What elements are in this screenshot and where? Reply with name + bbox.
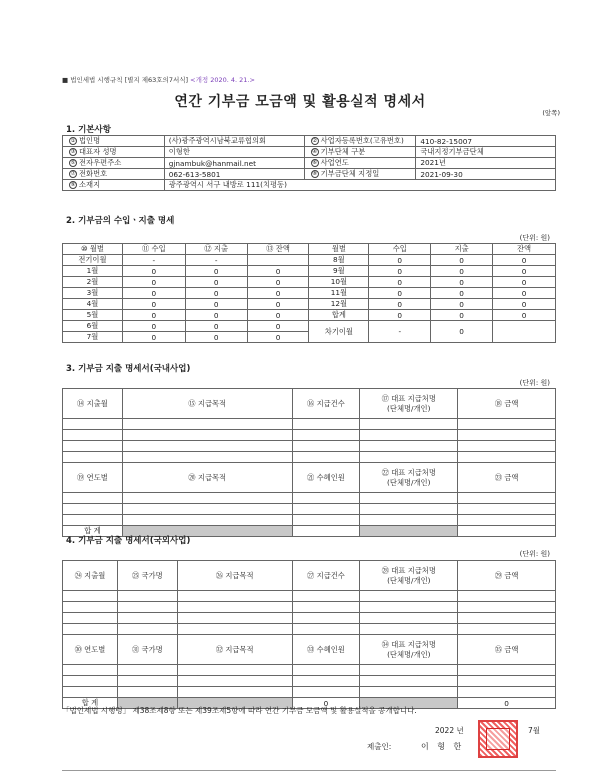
monthly-cell: 0 [122,299,185,310]
expense-cell [117,624,177,635]
expense-cell [63,687,118,698]
expense-cell [458,602,556,613]
section-basic-title: 1. 기본사항 [66,125,111,135]
monthly-cell: 0 [493,277,556,288]
expense-header-cell [177,635,292,665]
header-line: ㉗ 지급건수 [307,570,345,580]
monthly-cell: 0 [247,321,309,332]
expense-cell [63,624,118,635]
expense-row [63,441,556,452]
expense-header-cell [458,463,556,493]
basic-row [63,147,556,158]
label-text: 전화번호 [79,169,108,178]
monthly-cell: 9월 [309,266,369,277]
law-reference: ■ 법인세법 시행규칙 [별지 제63호의7서식] <개정 2020. 4. 21.> [62,76,255,84]
expense-header-cell [458,635,556,665]
expense-row [63,624,556,635]
header-line: ㉚ 연도별 [74,644,106,654]
expense-cell [360,441,458,452]
expense-cell [458,687,556,698]
label-text: 사업연도 [320,158,349,167]
monthly-header-cell: 잔액 [493,244,556,255]
expense-row [63,602,556,613]
basic-value: (사)광주광역시남북교류협의회 [164,136,304,147]
submission-month: 7월 [528,726,541,735]
expense-cell [292,687,360,698]
expense-header-cell [360,561,458,591]
foreign-yearly-table [62,634,556,709]
carry-label: 차기이월 [309,321,369,343]
section-monthly-title: 2. 기부금의 수입ㆍ지출 명세 [66,216,175,226]
expense-cell [122,441,292,452]
label-text: 기부단체 구분 [320,147,366,156]
section-foreign-title: 4. 기부금 지출 명세서(국외사업) [66,536,191,546]
monthly-cell: 0 [493,255,556,266]
monthly-row [63,299,556,310]
monthly-cell: 0 [431,299,493,310]
label-text: 소재지 [79,180,101,189]
expense-cell [458,613,556,624]
expense-cell [360,591,458,602]
expense-row [63,676,556,687]
expense-row [63,452,556,463]
expense-cell [360,493,458,504]
expense-header-cell [117,561,177,591]
form-title: 연간 기부금 모금액 및 활용실적 명세서 [174,94,426,110]
monthly-row [63,310,556,321]
basic-row-address [63,180,556,191]
header-line: ⑲ 연도별 [77,472,108,482]
header-line: ㉙ 금액 [494,570,519,580]
monthly-cell: 0 [122,266,185,277]
expense-cell [63,602,118,613]
official-seal-stamp [478,720,518,758]
expense-cell [292,441,360,452]
expense-header-cell [63,635,118,665]
expense-header-cell [360,635,458,665]
expense-cell [177,665,292,676]
expense-cell [292,602,360,613]
carry-expense: 0 [431,321,493,343]
header-line: ㉓ 금액 [494,472,519,482]
expense-cell [458,430,556,441]
label-text: 사업자등록번호(고유번호) [320,136,404,145]
page-side-note: (앞쪽) [542,109,560,117]
monthly-cell: 0 [493,288,556,299]
expense-cell [122,419,292,430]
monthly-row [63,321,556,332]
monthly-cell: 0 [185,266,247,277]
monthly-cell: 전기이월 [63,255,123,266]
header-line: ㉝ 수혜인원 [307,644,345,654]
monthly-cell: 0 [122,310,185,321]
item-number: ⑥ [312,160,318,166]
total-label: 합 계 [63,526,123,537]
monthly-cell: 0 [431,310,493,321]
monthly-cell [247,255,309,266]
monthly-row [63,277,556,288]
expense-header-cell [458,561,556,591]
monthly-cell: 0 [247,310,309,321]
basic-value: 이형한 [164,147,304,158]
monthly-row [63,266,556,277]
expense-cell [360,687,458,698]
address-value: 광주광역시 서구 내방로 111(치평동) [164,180,555,191]
monthly-cell: 2월 [63,277,123,288]
monthly-cell: 0 [493,266,556,277]
expense-cell [117,687,177,698]
expense-cell [292,430,360,441]
label-text: 기부금단체 지정일 [320,169,380,178]
monthly-row [63,255,556,266]
header-line: ㉑ 수혜인원 [307,472,345,482]
basic-value: 410-82-15007 [416,136,556,147]
expense-header-cell [360,463,458,493]
submission-year: 2022 년 [435,726,464,735]
foreign-unit: (단위: 원) [519,550,550,558]
basic-label [63,169,165,180]
total-cell [458,526,556,537]
basic-value: 062-613-5801 [164,169,304,180]
domestic-unit: (단위: 원) [519,379,550,387]
basic-label [304,136,416,147]
total-label: 합 계 [63,698,118,709]
expense-header-cell [117,635,177,665]
expense-cell [122,515,292,526]
monthly-cell: 12월 [309,299,369,310]
monthly-cell: 0 [431,255,493,266]
monthly-cell: 0 [122,332,185,343]
disclosure-statement: 「법인세법 시행령」 제38조제8항 또는 제39조제5항에 따라 연간 기부금 모금액 및 활용실적을 공개합니다. [62,706,417,715]
basic-info-table [62,135,556,191]
expense-row [63,515,556,526]
expense-cell [360,665,458,676]
monthly-row [63,288,556,299]
expense-cell [458,452,556,463]
expense-header-cell [292,561,360,591]
monthly-cell: 0 [369,310,431,321]
expense-cell [458,504,556,515]
expense-cell [117,676,177,687]
domestic-monthly-table [62,388,556,463]
expense-cell [360,452,458,463]
section-domestic-title: 3. 기부금 지출 명세서(국내사업) [66,364,191,374]
monthly-cell: 0 [247,288,309,299]
item-number: ③ [70,149,76,155]
monthly-cell: 0 [122,277,185,288]
expense-cell [122,430,292,441]
expense-cell [292,419,360,430]
basic-label [63,136,165,147]
expense-cell [117,613,177,624]
monthly-cell: 0 [369,288,431,299]
expense-cell [63,441,123,452]
expense-cell [292,613,360,624]
basic-label [304,169,416,180]
expense-row [63,430,556,441]
monthly-cell: 0 [247,277,309,288]
seal-inner [486,728,510,750]
monthly-header-cell: ⑪ 수입 [122,244,185,255]
monthly-cell: 0 [122,321,185,332]
expense-row [63,665,556,676]
expense-cell [122,493,292,504]
expense-header-cell [122,463,292,493]
expense-row [63,493,556,504]
monthly-cell: 0 [369,277,431,288]
header-line: ㉒ 대표 지급처명 [381,467,436,477]
header-line: ㉜ 지급목적 [215,644,254,654]
monthly-cell: 0 [247,266,309,277]
expense-cell [458,624,556,635]
bottom-rule [62,770,556,771]
total-gray-cell [360,526,458,537]
expense-cell [360,504,458,515]
total-value: 0 [458,698,556,709]
header-line: ㉛ 국가명 [131,644,163,654]
expense-cell [360,613,458,624]
header-line: (단체명/개인) [387,403,431,413]
expense-cell [177,687,292,698]
item-number: ⑨ [70,182,76,188]
expense-cell [458,591,556,602]
expense-header-cell [292,463,360,493]
basic-label [63,180,165,191]
header-line: ⑳ 지급목적 [188,472,227,482]
monthly-unit: (단위: 원) [519,234,550,242]
expense-header-cell [458,389,556,419]
expense-cell [458,419,556,430]
expense-cell [292,515,360,526]
label-text: 대표자 성명 [79,147,117,156]
item-number: ② [312,138,318,144]
expense-cell [63,452,123,463]
total-value: 0 [292,698,360,709]
expense-header-cell [292,389,360,419]
basic-value: 2021년 [416,158,556,169]
monthly-cell: 0 [122,288,185,299]
expense-row [63,591,556,602]
basic-label [63,147,165,158]
expense-cell [117,602,177,613]
header-line: (단체명/개인) [387,575,431,585]
basic-row [63,158,556,169]
expense-cell [63,515,123,526]
expense-cell [177,602,292,613]
expense-header-row [63,635,556,665]
carry-balance [493,321,556,343]
basic-row [63,136,556,147]
expense-header-cell [360,389,458,419]
carry-income: - [369,321,431,343]
header-line: ⑮ 지급목적 [188,398,227,408]
expense-cell [360,430,458,441]
monthly-cell: 0 [431,288,493,299]
expense-header-cell [63,561,118,591]
item-number: ⑤ [70,160,76,166]
header-line: ⑭ 지출월 [77,398,108,408]
domestic-yearly-table [62,462,556,537]
expense-cell [292,624,360,635]
expense-cell [63,613,118,624]
expense-cell [292,493,360,504]
monthly-cell: 0 [185,299,247,310]
submitter-label: 제출인: [367,742,392,751]
monthly-cell: 0 [431,266,493,277]
expense-cell [292,452,360,463]
expense-cell [360,676,458,687]
monthly-cell: 0 [185,288,247,299]
monthly-cell: - [185,255,247,266]
monthly-header-cell: ⑩ 월별 [63,244,123,255]
monthly-cell: - [122,255,185,266]
monthly-cell: 1월 [63,266,123,277]
total-cell [292,526,360,537]
monthly-cell: 5월 [63,310,123,321]
monthly-cell: 0 [185,321,247,332]
label-text: 법인명 [79,136,101,145]
expense-cell [177,613,292,624]
expense-cell [63,493,123,504]
expense-cell [458,441,556,452]
item-number: ④ [312,149,318,155]
foreign-monthly-table [62,560,556,635]
item-number: ⑧ [312,171,318,177]
basic-value: gjnambuk@hanmail.net [164,158,304,169]
header-line: ㉔ 지출월 [74,570,106,580]
expense-cell [360,515,458,526]
expense-header-row [63,561,556,591]
header-line: ㉖ 지급목적 [215,570,254,580]
expense-cell [292,676,360,687]
monthly-header-cell: 지출 [431,244,493,255]
expense-row [63,504,556,515]
monthly-header-cell: 월별 [309,244,369,255]
header-line: ⑱ 금액 [494,398,519,408]
expense-cell [458,676,556,687]
expense-header-cell [63,389,123,419]
monthly-cell: 6월 [63,321,123,332]
basic-label [63,158,165,169]
expense-cell [458,665,556,676]
submitter-name: 이 형 한 [421,742,465,751]
basic-label [304,158,416,169]
expense-cell [458,515,556,526]
monthly-table [62,243,556,343]
monthly-header-row [63,244,556,255]
header-line: ㉕ 국가명 [131,570,163,580]
expense-cell [292,504,360,515]
expense-cell [360,419,458,430]
expense-header-cell [177,561,292,591]
basic-value: 국내지정기부금단체 [416,147,556,158]
expense-row [63,613,556,624]
header-line: ⑰ 대표 지급처명 [381,393,436,403]
monthly-cell: 0 [185,332,247,343]
monthly-cell: 0 [185,277,247,288]
label-text: 전자우편주소 [79,158,122,167]
monthly-cell: 0 [431,277,493,288]
header-line: ㉟ 금액 [494,644,519,654]
monthly-header-cell: ⑫ 지출 [185,244,247,255]
item-number: ① [70,138,76,144]
expense-cell [63,591,118,602]
expense-cell [292,665,360,676]
expense-header-row [63,463,556,493]
expense-cell [63,665,118,676]
expense-cell [63,419,123,430]
header-line: (단체명/개인) [387,649,431,659]
monthly-cell: 7월 [63,332,123,343]
monthly-cell: 0 [369,266,431,277]
expense-cell [122,504,292,515]
expense-cell [458,493,556,504]
monthly-cell: 0 [247,299,309,310]
monthly-header-cell: ⑬ 잔액 [247,244,309,255]
monthly-cell: 0 [493,310,556,321]
expense-cell [177,676,292,687]
monthly-cell: 11월 [309,288,369,299]
expense-cell [360,624,458,635]
expense-cell [292,591,360,602]
header-line: ㉘ 대표 지급처명 [381,565,436,575]
monthly-cell: 0 [493,299,556,310]
expense-cell [360,602,458,613]
expense-header-cell [122,389,292,419]
basic-row [63,169,556,180]
header-line: (단체명/개인) [387,477,431,487]
expense-cell [63,676,118,687]
basic-value: 2021-09-30 [416,169,556,180]
expense-row [63,687,556,698]
monthly-cell: 4월 [63,299,123,310]
monthly-cell: 0 [369,255,431,266]
expense-cell [63,430,123,441]
expense-cell [117,591,177,602]
monthly-cell: 합계 [309,310,369,321]
expense-cell [122,452,292,463]
expense-header-cell [292,635,360,665]
monthly-cell: 3월 [63,288,123,299]
expense-cell [177,591,292,602]
expense-cell [117,665,177,676]
basic-label [304,147,416,158]
expense-cell [177,624,292,635]
expense-header-row [63,389,556,419]
monthly-cell: 0 [185,310,247,321]
header-line: ㉞ 대표 지급처명 [381,639,436,649]
expense-row [63,419,556,430]
monthly-cell: 10월 [309,277,369,288]
monthly-header-cell: 수입 [369,244,431,255]
expense-cell [63,504,123,515]
monthly-cell: 0 [369,299,431,310]
monthly-cell: 0 [247,332,309,343]
header-line: ⑯ 지급건수 [307,398,345,408]
expense-header-cell [63,463,123,493]
item-number: ⑦ [70,171,76,177]
monthly-cell: 8월 [309,255,369,266]
